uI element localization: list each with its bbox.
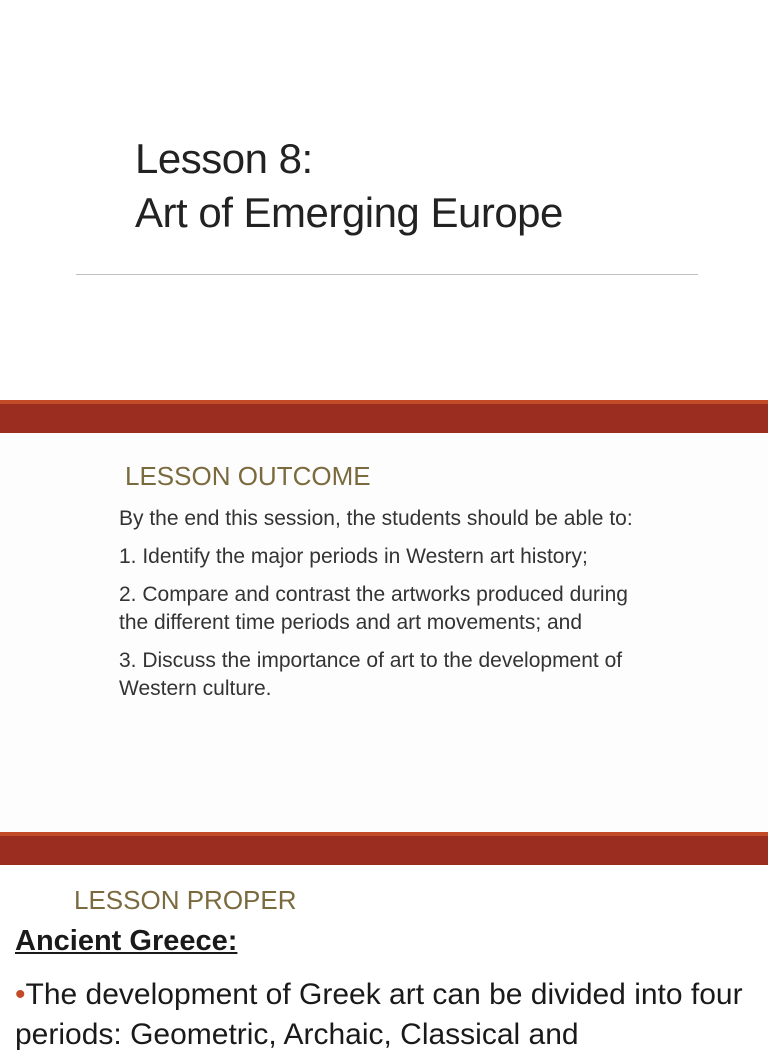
- band-stripe: [0, 400, 768, 404]
- slide-divider-band: [0, 400, 768, 433]
- title-slide: [0, 0, 768, 400]
- bullet-item: [15, 975, 775, 1055]
- lesson-proper-heading: LESSON PROPER: [74, 885, 297, 915]
- outcome-item: 2. Compare and contrast the artworks produced during the different time periods and art movements; and: [119, 583, 628, 634]
- lesson-proper-slide: [0, 865, 768, 1051]
- outcome-intro: By the end this session, the students should be able to:: [119, 507, 633, 530]
- title-divider: [76, 274, 698, 275]
- slide-divider-band: [0, 832, 768, 865]
- bullet-text: The development of Greek art can be divided into four periods: Geometric, Archaic, Classical and: [15, 978, 743, 1051]
- band-stripe: [0, 832, 768, 836]
- slide-title-line-2: Art of Emerging Europe: [135, 189, 563, 236]
- outcome-item: 3. Discuss the importance of art to the development of Western culture.: [119, 649, 623, 700]
- outcome-slide: [0, 433, 768, 832]
- slide-title-line-1: Lesson 8:: [135, 135, 313, 182]
- section-title: Ancient Greece:: [15, 925, 238, 957]
- bullet-icon: •: [15, 978, 26, 1011]
- outcome-heading: LESSON OUTCOME: [125, 461, 371, 491]
- outcome-item: 1. Identify the major periods in Western art history;: [119, 545, 588, 568]
- outcome-list: [119, 505, 639, 713]
